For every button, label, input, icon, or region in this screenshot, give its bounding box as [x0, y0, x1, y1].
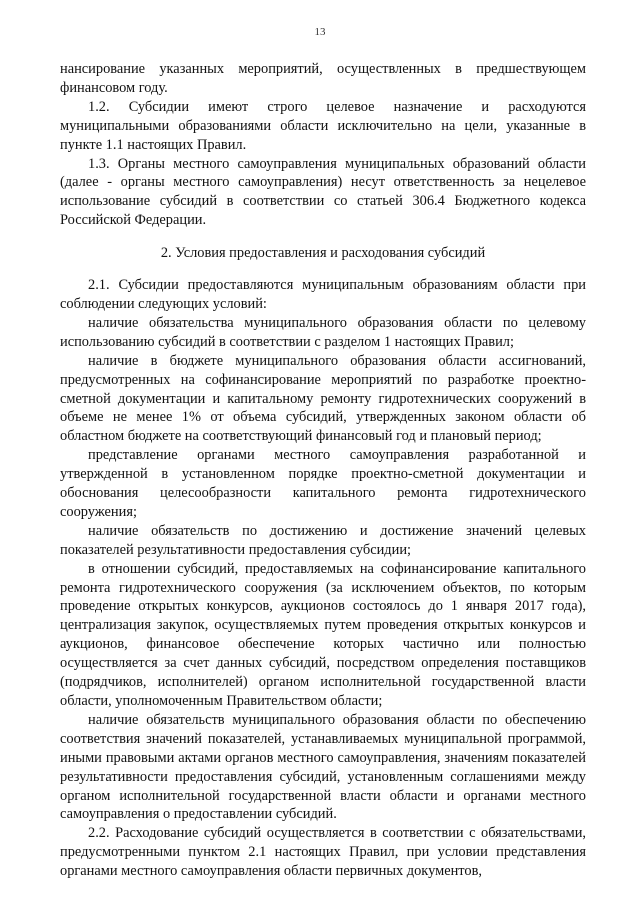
condition-item: в отношении субсидий, предоставляемых на софинансирование капитального ремонта гидротехнического сооружения (за исключением объектов, по которым проведение открытых конкурсов, аукционов состоялось до 1 января 2017 года), централизация закупок, осуществляемых путем проведения открытых конкурсов и аукционов, финансовое обеспечение которых частично или полностью осуществляется за счет данных субсидий, посредством определения поставщиков (подрядчиков, исполнителей) органом исполнительной государственной власти области, уполномоченным Правительством области; [60, 560, 586, 709]
paragraph-continuation: нансирование указанных мероприятий, осуществленных в предшествующем финансовом году. [60, 61, 586, 96]
section-heading: 2. Условия предоставления и расходования субсидий [160, 245, 486, 262]
paragraph-2-2: 2.2. Расходование субсидий осуществляется в соответствии с обязательствами, предусмотренными пунктом 2.1 настоящих Правил, при условии представления органами местного самоуправления области первичных документов, [60, 825, 586, 880]
document-body [60, 60, 586, 881]
condition-item: наличие обязательства муниципального образования области по целевому использованию субсидий в соответствии с разделом 1 настоящих Правил; [60, 314, 586, 350]
condition-item: наличие в бюджете муниципального образования области ассигнований, предусмотренных на софинансирование мероприятий по разработке проектно-сметной документации и капитальному ремонту гидротехнических сооружений в объеме не менее 1% от объема субсидий, утвержденных законом области об областном бюджете на соответствующий финансовый год и плановый период; [60, 352, 586, 445]
page-number: 13 [314, 26, 326, 38]
condition-item: наличие обязательств муниципального образования области по обеспечению соответствия значений показателей, устанавливаемых муниципальной программой, иными правовыми актами органов местного самоуправления, значениям показателей результативности предоставления субсидий, установленным соглашениями между органом исполнительной государственной власти области и органами местного самоуправления о предоставлении субсидий. [60, 711, 586, 823]
paragraph-1-3: 1.3. Органы местного самоуправления муниципальных образований области (далее - органы местного самоуправления) несут ответственность за нецелевое использование субсидий в соответствии со статьей 306.4 Бюджетного кодекса Российской Федерации. [60, 155, 586, 229]
paragraph-2-1: 2.1. Субсидии предоставляются муниципальным образованиям области при соблюдении следующих условий: [60, 277, 586, 312]
condition-item: наличие обязательств по достижению и достижение значений целевых показателей результативности предоставления субсидии; [60, 522, 586, 558]
condition-item: представление органами местного самоуправления разработанной и утвержденной в установленном порядке проектно-сметной документации и обоснования целесообразности капитального ремонта гидротехнического сооружения; [60, 447, 586, 520]
paragraph-1-2: 1.2. Субсидии имеют строго целевое назначение и расходуются муниципальными образованиями области исключительно на цели, указанные в пункте 1.1 настоящих Правил. [60, 98, 586, 153]
